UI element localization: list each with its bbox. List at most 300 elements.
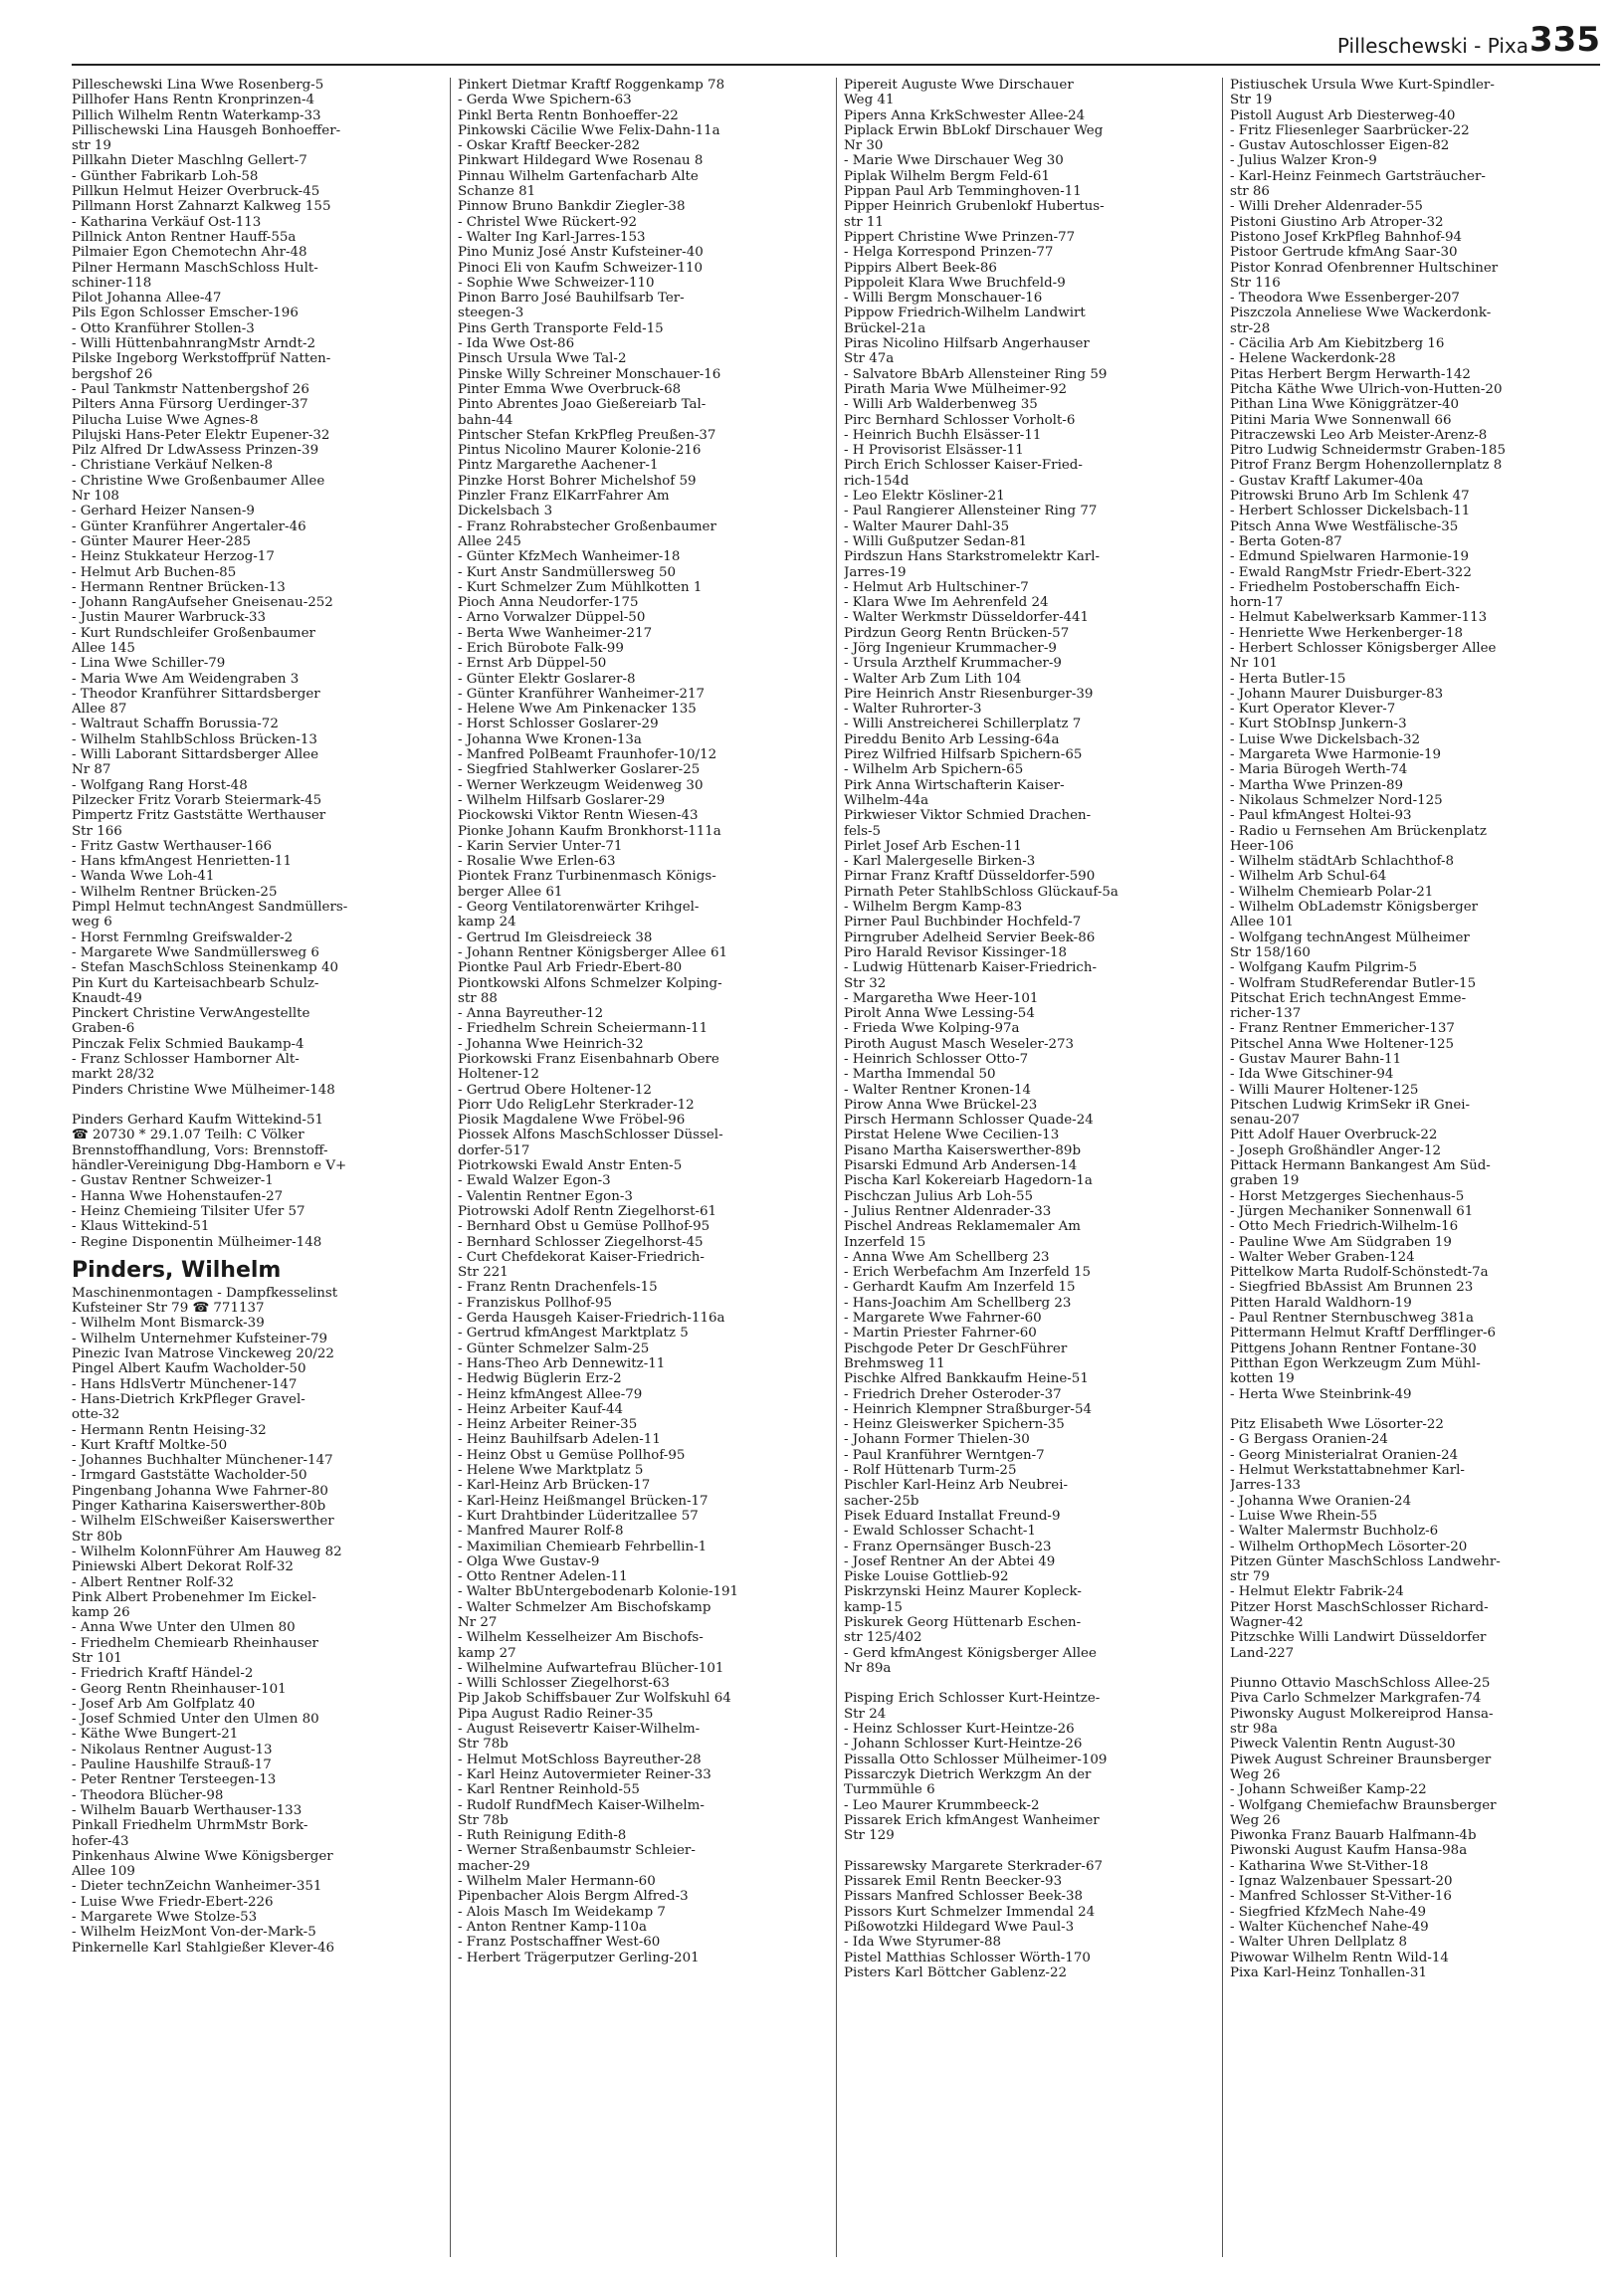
directory-entry: - Franz Rohrabstecher Großenbaumer bbox=[458, 518, 716, 534]
directory-entry: - Walter Rentner Kronen-14 bbox=[844, 1082, 1032, 1098]
directory-entry: Pithan Lina Wwe Königgrätzer-40 bbox=[1230, 397, 1460, 413]
directory-entry: Pipers Anna KrkSchwester Allee-24 bbox=[844, 107, 1086, 123]
directory-entry: Brennstoffhandlung, Vors: Brennstoff- bbox=[72, 1142, 328, 1158]
directory-entry: Pils Egon Schlosser Emscher-196 bbox=[72, 306, 299, 321]
directory-entry: - H Provisorist Elsässer-11 bbox=[844, 443, 1024, 459]
directory-entry: - Edmund Spielwaren Harmonie-19 bbox=[1230, 549, 1470, 565]
directory-entry: - Karl-Heinz Heißmangel Brücken-17 bbox=[458, 1493, 709, 1509]
directory-entry: - Martha Wwe Prinzen-89 bbox=[1230, 777, 1404, 793]
directory-entry: horn-17 bbox=[1230, 595, 1284, 611]
directory-entry: - Gertrud Obere Holtener-12 bbox=[458, 1082, 652, 1098]
directory-entry: Pitraczewski Leo Arb Meister-Arenz-8 bbox=[1230, 427, 1488, 443]
directory-entry: - Walter BbUntergebodenarb Kolonie-191 bbox=[458, 1584, 739, 1600]
directory-entry: - Johann Schweißer Kamp-22 bbox=[1230, 1782, 1427, 1798]
directory-entry: Dickelsbach 3 bbox=[458, 504, 553, 519]
directory-entry: Piossek Alfons MaschSchlosser Düssel- bbox=[458, 1128, 723, 1143]
directory-entry: - Gertrud Im Gleisdreieck 38 bbox=[458, 930, 653, 945]
directory-entry: Pinger Katharina Kaiserswerther-80b bbox=[72, 1499, 326, 1515]
directory-entry: Pippoleit Klara Wwe Bruchfeld-9 bbox=[844, 275, 1066, 291]
directory-entry: Piro Harald Revisor Kissinger-18 bbox=[844, 944, 1068, 960]
directory-entry: Str 101 bbox=[72, 1650, 122, 1666]
directory-entry: - Gustav Kraftf Lakumer-40a bbox=[1230, 473, 1424, 489]
directory-entry: - Wolfgang technAngest Mülheimer bbox=[1230, 930, 1470, 945]
directory-entry: - Ignaz Walzenbauer Spessart-20 bbox=[1230, 1874, 1453, 1890]
directory-entry: berger Allee 61 bbox=[458, 884, 563, 900]
directory-entry: - Günter Kranführer Angertaler-46 bbox=[72, 518, 306, 534]
directory-entry: - Friedhelm Schrein Scheiermann-11 bbox=[458, 1021, 709, 1037]
directory-entry: - Frieda Wwe Kolping-97a bbox=[844, 1021, 1020, 1037]
directory-entry: - Georg Ministerialrat Oranien-24 bbox=[1230, 1447, 1459, 1463]
directory-entry: Pischczan Julius Arb Loh-55 bbox=[844, 1188, 1034, 1204]
directory-entry: Pirkwieser Viktor Schmied Drachen- bbox=[844, 808, 1092, 824]
directory-entry: Holtener-12 bbox=[458, 1067, 539, 1083]
directory-entry: - Josef Rentner An der Abtei 49 bbox=[844, 1553, 1056, 1569]
directory-entry: - Heinz kfmAngest Allee-79 bbox=[458, 1386, 643, 1402]
directory-entry: - Käthe Wwe Bungert-21 bbox=[72, 1727, 239, 1743]
directory-entry: Pitzen Günter MaschSchloss Landwehr- bbox=[1230, 1553, 1501, 1569]
directory-entry: str 19 bbox=[72, 138, 111, 154]
directory-entry: Pirch Erich Schlosser Kaiser-Fried- bbox=[844, 458, 1083, 474]
directory-entry: Jarres-133 bbox=[1230, 1478, 1302, 1494]
directory-entry: Piosik Magdalene Wwe Fröbel-96 bbox=[458, 1113, 686, 1129]
directory-entry: - Theodor Kranführer Sittardsberger bbox=[72, 686, 320, 702]
directory-entry: Piontkowski Alfons Schmelzer Kolping- bbox=[458, 975, 722, 991]
directory-entry: - Paul Rangierer Allensteiner Ring 77 bbox=[844, 504, 1098, 519]
directory-entry: - Anna Wwe Unter den Ulmen 80 bbox=[72, 1620, 296, 1636]
directory-entry: Pinczak Felix Schmied Baukamp-4 bbox=[72, 1036, 304, 1052]
directory-entry: steegen-3 bbox=[458, 306, 524, 321]
directory-entry: - Ida Wwe Gitschiner-94 bbox=[1230, 1067, 1394, 1083]
directory-entry: Pilters Anna Fürsorg Uerdinger-37 bbox=[72, 397, 308, 413]
directory-entry: - Franz Rentn Drachenfels-15 bbox=[458, 1280, 658, 1296]
directory-entry: - Helmut Kabelwerksarb Kammer-113 bbox=[1230, 610, 1488, 626]
directory-entry: Pirdszun Hans Starkstromelektr Karl- bbox=[844, 549, 1101, 565]
directory-entry: Pippow Friedrich-Wilhelm Landwirt bbox=[844, 306, 1086, 321]
directory-entry: - Willi Laborant Sittardsberger Allee bbox=[72, 747, 319, 763]
directory-entry: Pioch Anna Neudorfer-175 bbox=[458, 595, 639, 611]
directory-entry: Pinske Willy Schreiner Monschauer-16 bbox=[458, 366, 721, 382]
directory-entry: - Hanna Wwe Hohenstaufen-27 bbox=[72, 1188, 284, 1204]
directory-entry: - Helmut Werkstattabnehmer Karl- bbox=[1230, 1463, 1465, 1479]
directory-entry: - Marie Wwe Dirschauer Weg 30 bbox=[844, 153, 1064, 169]
directory-entry: - Johannes Buchhalter Münchener-147 bbox=[72, 1453, 333, 1469]
directory-entry: - Horst Fernmlng Greifswalder-2 bbox=[72, 930, 294, 945]
directory-entry: kotten 19 bbox=[1230, 1371, 1295, 1387]
directory-entry: - Johanna Wwe Oranien-24 bbox=[1230, 1493, 1412, 1509]
directory-entry: - Hans-Theo Arb Dennewitz-11 bbox=[458, 1355, 666, 1371]
directory-entry: - Walter Maurer Dahl-35 bbox=[844, 518, 1010, 534]
directory-entry: Pillmann Horst Zahnarzt Kalkweg 155 bbox=[72, 199, 331, 215]
directory-entry: Nr 87 bbox=[72, 762, 111, 778]
directory-entry: Pisek Eduard Installat Freund-9 bbox=[844, 1508, 1061, 1524]
directory-entry: Str 158/160 bbox=[1230, 944, 1311, 960]
directory-entry: - Josef Schmied Unter den Ulmen 80 bbox=[72, 1712, 319, 1728]
directory-entry: Piunno Ottavio MaschSchloss Allee-25 bbox=[1230, 1676, 1491, 1692]
directory-entry: Heer-106 bbox=[1230, 838, 1295, 854]
directory-entry: Pinzler Franz ElKarrFahrer Am bbox=[458, 489, 670, 505]
directory-entry: - Wilhelm ObLademstr Königsberger bbox=[1230, 900, 1479, 916]
directory-entry: - Gustav Rentner Schweizer-1 bbox=[72, 1173, 274, 1189]
directory-entry: - Werner Straßenbaumstr Schleier- bbox=[458, 1843, 696, 1859]
directory-entry: - Wilhelm Chemiearb Polar-21 bbox=[1230, 884, 1434, 900]
directory-entry: - Manfred Schlosser St-Vither-16 bbox=[1230, 1889, 1452, 1905]
directory-entry: Pittelkow Marta Rudolf-Schönstedt-7a bbox=[1230, 1265, 1489, 1281]
directory-entry: - Walter Küchenchef Nahe-49 bbox=[1230, 1919, 1429, 1935]
directory-entry: Pillhofer Hans Rentn Kronprinzen-4 bbox=[72, 93, 315, 108]
directory-entry: - G Bergass Oranien-24 bbox=[1230, 1432, 1388, 1448]
directory-entry: Piwonka Franz Bauarb Halfmann-4b bbox=[1230, 1828, 1477, 1844]
directory-entry: - Willi HüttenbahnrangMstr Arndt-2 bbox=[72, 336, 316, 352]
directory-entry: - Wilhelm Bauarb Werthauser-133 bbox=[72, 1802, 303, 1818]
directory-entry: Piplak Wilhelm Bergm Feld-61 bbox=[844, 168, 1050, 184]
directory-entry: Pip Jakob Schiffsbauer Zur Wolfskuhl 64 bbox=[458, 1691, 731, 1707]
directory-entry: Allee 245 bbox=[458, 533, 521, 549]
directory-entry: - Wilhelm ElSchweißer Kaiserswerther bbox=[72, 1514, 334, 1530]
directory-entry: Pirngruber Adelheid Servier Beek-86 bbox=[844, 930, 1096, 945]
directory-entry: - Johann Former Thielen-30 bbox=[844, 1432, 1030, 1448]
directory-entry: Pitschat Erich technAngest Emme- bbox=[1230, 990, 1467, 1006]
directory-entry: - Valentin Rentner Egon-3 bbox=[458, 1188, 633, 1204]
directory-entry: Pissalla Otto Schlosser Mülheimer-109 bbox=[844, 1752, 1108, 1767]
directory-entry: kamp 26 bbox=[72, 1605, 130, 1621]
directory-entry: - Gustav Autoschlosser Eigen-82 bbox=[1230, 138, 1450, 154]
directory-entry: - Paul Rentner Sternbuschweg 381a bbox=[1230, 1311, 1475, 1327]
directory-entry: Pirlet Josef Arb Eschen-11 bbox=[844, 838, 1022, 854]
directory-entry: - Heinz Schlosser Kurt-Heintze-26 bbox=[844, 1722, 1075, 1738]
directory-entry: - Friedrich Dreher Osteroder-37 bbox=[844, 1386, 1062, 1402]
directory-entry: Piwowar Wilhelm Rentn Wild-14 bbox=[1230, 1950, 1449, 1965]
directory-entry: - Heinrich Schlosser Otto-7 bbox=[844, 1052, 1029, 1067]
directory-entry: Str 80b bbox=[72, 1529, 122, 1545]
directory-entry: - Erich Werbefachm Am Inzerfeld 15 bbox=[844, 1265, 1092, 1281]
directory-entry: Pin Kurt du Karteisachbearb Schulz- bbox=[72, 975, 319, 991]
directory-entry: Pitzschke Willi Landwirt Düsseldorfer bbox=[1230, 1630, 1487, 1646]
directory-entry: richer-137 bbox=[1230, 1006, 1302, 1022]
directory-entry: - Gerd kfmAngest Königsberger Allee bbox=[844, 1645, 1097, 1661]
directory-entry: Knaudt-49 bbox=[72, 990, 142, 1006]
directory-entry: - Wilhelm Kesselheizer Am Bischofs- bbox=[458, 1630, 704, 1646]
directory-entry: - Wilhelmine Aufwartefrau Blücher-101 bbox=[458, 1660, 724, 1676]
directory-entry: Schanze 81 bbox=[458, 184, 536, 200]
directory-entry: Piskurek Georg Hüttenarb Eschen- bbox=[844, 1614, 1082, 1630]
directory-entry: Pipenbacher Alois Bergm Alfred-3 bbox=[458, 1889, 689, 1905]
directory-entry: - Franziskus Pollhof-95 bbox=[458, 1295, 612, 1311]
directory-entry: - Margarete Wwe Fahrner-60 bbox=[844, 1311, 1042, 1327]
directory-entry: - Franz Postschaffner West-60 bbox=[458, 1935, 661, 1951]
directory-entry: - Karl-Heinz Feinmech Gartsträucher- bbox=[1230, 168, 1486, 184]
directory-entry: - Willi Anstreicherei Schillerplatz 7 bbox=[844, 717, 1082, 732]
directory-entry: - Jörg Ingenieur Krummacher-9 bbox=[844, 640, 1057, 656]
directory-entry: - Ewald RangMstr Friedr-Ebert-322 bbox=[1230, 564, 1472, 580]
directory-entry: Pitten Harald Waldhorn-19 bbox=[1230, 1295, 1412, 1311]
directory-entry: - Ruth Reinigung Edith-8 bbox=[458, 1828, 627, 1844]
page-header bbox=[72, 20, 1600, 66]
directory-entry: - Wilhelm Mont Bismarck-39 bbox=[72, 1316, 265, 1332]
directory-entry: Pillich Wilhelm Rentn Waterkamp-33 bbox=[72, 107, 321, 123]
directory-entry: - Theodora Wwe Essenberger-207 bbox=[1230, 291, 1460, 307]
directory-entry: Brückel-21a bbox=[844, 320, 926, 336]
directory-entry: - Anton Rentner Kamp-110a bbox=[458, 1919, 647, 1935]
directory-entry: Allee 145 bbox=[72, 640, 135, 656]
directory-entry: - Willi Arb Walderbenweg 35 bbox=[844, 397, 1038, 413]
directory-entry: - Christine Wwe Großenbaumer Allee bbox=[72, 473, 325, 489]
directory-entry: Pirez Wilfried Hilfsarb Spichern-65 bbox=[844, 747, 1083, 763]
directory-entry: - Anna Bayreuther-12 bbox=[458, 1006, 604, 1022]
directory-entry: - Friedrich Kraftf Händel-2 bbox=[72, 1666, 254, 1682]
directory-entry: - Walter Ing Karl-Jarres-153 bbox=[458, 229, 646, 245]
directory-entry: Pisarski Edmund Arb Andersen-14 bbox=[844, 1158, 1078, 1174]
directory-entry: - Sophie Wwe Schweizer-110 bbox=[458, 275, 655, 291]
directory-entry: - Manfred Maurer Rolf-8 bbox=[458, 1524, 624, 1540]
directory-entry: - Wilhelm Unternehmer Kufsteiner-79 bbox=[72, 1331, 327, 1346]
directory-entry: Pilot Johanna Allee-47 bbox=[72, 291, 222, 307]
directory-entry: - Franz Opernsänger Busch-23 bbox=[844, 1539, 1052, 1554]
directory-entry: Pingel Albert Kaufm Wacholder-50 bbox=[72, 1361, 306, 1377]
directory-entry: Str 47a bbox=[844, 351, 895, 367]
directory-entry: - Pauline Haushilfe Strauß-17 bbox=[72, 1757, 272, 1773]
directory-entry: - Heinz Gleiswerker Spichern-35 bbox=[844, 1417, 1065, 1433]
directory-entry: Brehmsweg 11 bbox=[844, 1355, 945, 1371]
directory-entry: Allee 87 bbox=[72, 702, 127, 718]
directory-entry: kamp 24 bbox=[458, 915, 516, 930]
directory-entry: - Georg Ventilatorenwärter Krihgel- bbox=[458, 900, 700, 916]
directory-entry: Pinzke Horst Bohrer Michelshof 59 bbox=[458, 473, 697, 489]
directory-entry: - Herta Wwe Steinbrink-49 bbox=[1230, 1386, 1412, 1402]
directory-entry: Piras Nicolino Hilfsarb Angerhauser bbox=[844, 336, 1090, 352]
directory-entry: Pischa Karl Kokereiarb Hagedorn-1a bbox=[844, 1173, 1093, 1189]
column-divider bbox=[836, 78, 837, 2257]
directory-entry: - Helmut MotSchloss Bayreuther-28 bbox=[458, 1752, 702, 1767]
directory-entry: - Maria Bürogeh Werth-74 bbox=[1230, 762, 1408, 778]
directory-entry: Pitrof Franz Bergm Hohenzollernplatz 8 bbox=[1230, 458, 1503, 474]
directory-entry: Piske Louise Gottlieb-92 bbox=[844, 1569, 1009, 1585]
directory-entry: - Pauline Wwe Am Südgraben 19 bbox=[1230, 1234, 1452, 1250]
directory-entry: Pissors Kurt Schmelzer Immendal 24 bbox=[844, 1904, 1096, 1920]
directory-entry: - Ernst Arb Düppel-50 bbox=[458, 656, 607, 672]
directory-entry: - Kurt Operator Klever-7 bbox=[1230, 702, 1396, 718]
directory-entry: fels-5 bbox=[844, 823, 882, 839]
directory-entry: Pilzecker Fritz Vorarb Steiermark-45 bbox=[72, 792, 322, 808]
directory-entry: - Olga Wwe Gustav-9 bbox=[458, 1553, 600, 1569]
directory-entry: Nr 101 bbox=[1230, 656, 1278, 672]
directory-entry: - Wolfram StudReferendar Butler-15 bbox=[1230, 975, 1477, 991]
directory-entry: - Heinz Bauhilfsarb Adelen-11 bbox=[458, 1432, 661, 1448]
directory-entry: Turmmühle 6 bbox=[844, 1782, 935, 1798]
directory-entry: - Willi Maurer Holtener-125 bbox=[1230, 1082, 1419, 1098]
directory-entry: - Oskar Kraftf Beecker-282 bbox=[458, 138, 641, 154]
directory-entry: Pistel Matthias Schlosser Wörth-170 bbox=[844, 1950, 1091, 1965]
directory-entry: Weg 41 bbox=[844, 93, 895, 108]
directory-entry: Pintus Nicolino Maurer Kolonie-216 bbox=[458, 443, 702, 459]
directory-entry: - Hermann Rentn Heising-32 bbox=[72, 1422, 267, 1438]
directory-entry: - Heinz Arbeiter Reiner-35 bbox=[458, 1417, 638, 1433]
directory-entry: - Werner Werkzeugm Weidenweg 30 bbox=[458, 777, 704, 793]
directory-entry: hofer-43 bbox=[72, 1833, 129, 1849]
directory-entry: Pippirs Albert Beek-86 bbox=[844, 260, 997, 276]
directory-entry: händler-Vereinigung Dbg-Hamborn e V+ bbox=[72, 1158, 347, 1174]
directory-entry: - Manfred PolBeamt Fraunhofer-10/12 bbox=[458, 747, 717, 763]
directory-entry: Nr 108 bbox=[72, 489, 119, 505]
directory-entry: kamp-15 bbox=[844, 1599, 903, 1615]
directory-entry: Pimpl Helmut technAngest Sandmüllers- bbox=[72, 900, 348, 916]
directory-entry: Piotrowski Adolf Rentn Ziegelhorst-61 bbox=[458, 1203, 717, 1219]
directory-entry: Pirstat Helene Wwe Cecilien-13 bbox=[844, 1128, 1060, 1143]
directory-entry: Piontek Franz Turbinenmasch Königs- bbox=[458, 869, 716, 885]
directory-entry: - Salvatore BbArb Allensteiner Ring 59 bbox=[844, 366, 1108, 382]
directory-entry: - Wilhelm Maler Hermann-60 bbox=[458, 1874, 656, 1890]
directory-entry: - Heinz Chemieing Tilsiter Ufer 57 bbox=[72, 1203, 305, 1219]
directory-entry: - Jürgen Mechaniker Sonnenwall 61 bbox=[1230, 1203, 1474, 1219]
column-divider bbox=[450, 78, 451, 2257]
directory-entry: str 11 bbox=[844, 214, 884, 230]
directory-entry: Nr 27 bbox=[458, 1614, 498, 1630]
directory-entry: markt 28/32 bbox=[72, 1067, 155, 1083]
directory-entry: - Herbert Schlosser Königsberger Allee bbox=[1230, 640, 1497, 656]
directory-entry: Pitt Adolf Hauer Overbruck-22 bbox=[1230, 1128, 1438, 1143]
directory-entry: - Helene Wwe Marktplatz 5 bbox=[458, 1463, 644, 1479]
directory-entry: Pillkun Helmut Heizer Overbruck-45 bbox=[72, 184, 320, 200]
directory-entry: Piontke Paul Arb Friedr-Ebert-80 bbox=[458, 960, 683, 976]
column-1 bbox=[72, 78, 438, 2257]
directory-entry: - Wolfgang Rang Horst-48 bbox=[72, 777, 248, 793]
directory-entry: - Hermann Rentner Brücken-13 bbox=[72, 579, 286, 595]
directory-entry: - Katharina Verkäuf Ost-113 bbox=[72, 214, 262, 230]
directory-entry: Pitthan Egon Werkzeugm Zum Mühl- bbox=[1230, 1355, 1481, 1371]
directory-entry: - Luise Wwe Friedr-Ebert-226 bbox=[72, 1894, 274, 1910]
column-4 bbox=[1230, 78, 1596, 2257]
directory-entry: Pilner Hermann MaschSchloss Hult- bbox=[72, 260, 318, 276]
directory-entry: - Walter Schmelzer Am Bischofskamp bbox=[458, 1599, 711, 1615]
directory-entry: - Günter Maurer Heer-285 bbox=[72, 533, 252, 549]
directory-entry: - Siegfried KfzMech Nahe-49 bbox=[1230, 1904, 1426, 1920]
directory-entry: - Erich Bürobote Falk-99 bbox=[458, 640, 624, 656]
directory-entry: - Stefan MaschSchloss Steinenkamp 40 bbox=[72, 960, 339, 976]
directory-entry: - Ida Wwe Styrumer-88 bbox=[844, 1935, 1002, 1951]
directory-entry: Allee 101 bbox=[1230, 915, 1294, 930]
directory-entry: - Paul kfmAngest Holtei-93 bbox=[1230, 808, 1412, 824]
directory-entry: - Karl Rentner Reinhold-55 bbox=[458, 1782, 640, 1798]
directory-entry: - Anna Wwe Am Schellberg 23 bbox=[844, 1249, 1050, 1265]
directory-entry: Pinoci Eli von Kaufm Schweizer-110 bbox=[458, 260, 704, 276]
directory-entry: - Johann Rentner Königsberger Allee 61 bbox=[458, 944, 728, 960]
directory-entry: - Ursula Arzthelf Krummacher-9 bbox=[844, 656, 1062, 672]
directory-entry: Weg 26 bbox=[1230, 1812, 1281, 1828]
directory-entry: Weg 26 bbox=[1230, 1766, 1281, 1782]
directory-entry: - Leo Maurer Krummbeeck-2 bbox=[844, 1797, 1040, 1813]
directory-entry: - Johanna Wwe Heinrich-32 bbox=[458, 1036, 644, 1052]
directory-entry: Pinders Gerhard Kaufm Wittekind-51 bbox=[72, 1113, 323, 1129]
directory-entry: - Horst Metzgerges Siechenhaus-5 bbox=[1230, 1188, 1465, 1204]
directory-entry: - Karl-Heinz Arb Brücken-17 bbox=[458, 1478, 651, 1494]
directory-entry: Pillnick Anton Rentner Hauff-55a bbox=[72, 229, 297, 245]
directory-entry: Piotrkowski Ewald Anstr Enten-5 bbox=[458, 1158, 683, 1174]
directory-entry: Pisano Martha Kaiserswerther-89b bbox=[844, 1142, 1082, 1158]
directory-entry: - Gerhard Heizer Nansen-9 bbox=[72, 504, 255, 519]
directory-entry: otte-32 bbox=[72, 1407, 120, 1423]
directory-entry: str 86 bbox=[1230, 184, 1270, 200]
directory-entry: Pinkenhaus Alwine Wwe Königsberger bbox=[72, 1848, 333, 1864]
directory-entry: - Ludwig Hüttenarb Kaiser-Friedrich- bbox=[844, 960, 1098, 976]
directory-entry: - Helene Wwe Am Pinkenacker 135 bbox=[458, 702, 697, 718]
directory-entry: Pinders, Wilhelm bbox=[72, 1257, 282, 1283]
directory-entry: - Wilhelm städtArb Schlachthof-8 bbox=[1230, 854, 1455, 870]
directory-entry: Pintz Margarethe Aachener-1 bbox=[458, 458, 659, 474]
directory-entry: Pinter Emma Wwe Overbruck-68 bbox=[458, 381, 682, 397]
directory-entry: Piplack Erwin BbLokf Dirschauer Weg bbox=[844, 122, 1104, 138]
directory-entry: Pissarewsky Margarete Sterkrader-67 bbox=[844, 1858, 1103, 1874]
directory-entry: Nr 89a bbox=[844, 1660, 892, 1676]
directory-entry: - Otto Kranführer Stollen-3 bbox=[72, 320, 255, 336]
directory-entry: - Paul Kranführer Werntgen-7 bbox=[844, 1447, 1045, 1463]
directory-entry: - Bernhard Schlosser Ziegelhorst-45 bbox=[458, 1234, 704, 1250]
directory-entry: - Leo Elektr Kösliner-21 bbox=[844, 489, 1005, 505]
directory-entry: - Friedhelm Chemiearb Rheinhauser bbox=[72, 1635, 318, 1651]
directory-entry: - Peter Rentner Tersteegen-13 bbox=[72, 1772, 277, 1788]
directory-entry: - Herbert Schlosser Dickelsbach-11 bbox=[1230, 504, 1471, 519]
directory-entry: Str 221 bbox=[458, 1265, 508, 1281]
directory-entry: - Wilhelm Hilfsarb Goslarer-29 bbox=[458, 792, 666, 808]
directory-entry: Wagner-42 bbox=[1230, 1614, 1304, 1630]
directory-entry: Pipa August Radio Reiner-35 bbox=[458, 1706, 654, 1722]
directory-entry: Piorr Udo ReligLehr Sterkrader-12 bbox=[458, 1097, 695, 1113]
directory-entry: - Helga Korrespond Prinzen-77 bbox=[844, 245, 1054, 261]
page-number: 335 bbox=[1529, 20, 1600, 60]
directory-entry: - Margarete Wwe Sandmüllersweg 6 bbox=[72, 944, 319, 960]
directory-entry: - Kurt StObInsp Junkern-3 bbox=[1230, 717, 1407, 732]
directory-entry: - Willi Schlosser Ziegelhorst-63 bbox=[458, 1676, 670, 1692]
directory-entry: - Wilhelm Arb Spichern-65 bbox=[844, 762, 1024, 778]
directory-entry: Pirolt Anna Wwe Lessing-54 bbox=[844, 1006, 1035, 1022]
directory-entry: - Otto Mech Friedrich-Wilhelm-16 bbox=[1230, 1219, 1459, 1235]
directory-entry: - Günter Elektr Goslarer-8 bbox=[458, 671, 636, 687]
column-3 bbox=[844, 78, 1210, 2257]
directory-entry: - Günter Kranführer Wanheimer-217 bbox=[458, 686, 706, 702]
directory-entry: Allee 109 bbox=[72, 1864, 135, 1880]
directory-entry: - Wanda Wwe Loh-41 bbox=[72, 869, 215, 885]
directory-entry: - Nikolaus Rentner August-13 bbox=[72, 1742, 273, 1757]
directory-entry: Piva Carlo Schmelzer Markgrafen-74 bbox=[1230, 1691, 1482, 1707]
directory-entry: Str 32 bbox=[844, 975, 887, 991]
directory-entry: Pinkwart Hildegard Wwe Rosenau 8 bbox=[458, 153, 704, 169]
directory-entry: - Radio u Fernsehen Am Brückenplatz bbox=[1230, 823, 1487, 839]
directory-entry: Pireddu Benito Arb Lessing-64a bbox=[844, 731, 1060, 747]
directory-entry: - Kurt Schmelzer Zum Mühlkotten 1 bbox=[458, 579, 703, 595]
directory-entry bbox=[1230, 1402, 1596, 1417]
directory-entry: - Margareta Wwe Harmonie-19 bbox=[1230, 747, 1442, 763]
directory-entry: Wilhelm-44a bbox=[844, 792, 929, 808]
directory-entry: - Berta Wwe Wanheimer-217 bbox=[458, 625, 653, 641]
directory-entry: Pire Heinrich Anstr Riesenburger-39 bbox=[844, 686, 1094, 702]
directory-entry: - Christel Wwe Rückert-92 bbox=[458, 214, 638, 230]
directory-entry: - Margaretha Wwe Heer-101 bbox=[844, 990, 1039, 1006]
directory-entry: Pimpertz Fritz Gaststätte Werthauser bbox=[72, 808, 326, 824]
directory-entry: Pinders Christine Wwe Mülheimer-148 bbox=[72, 1082, 335, 1098]
directory-entry: Pitas Herbert Bergm Herwarth-142 bbox=[1230, 366, 1471, 382]
directory-entry: Str 116 bbox=[1230, 275, 1281, 291]
directory-entry: - Wilhelm Rentner Brücken-25 bbox=[72, 884, 278, 900]
directory-entry: Pinezic Ivan Matrose Vinckeweg 20/22 bbox=[72, 1346, 334, 1362]
directory-entry: Str 24 bbox=[844, 1706, 887, 1722]
directory-entry: - Wilhelm OrthopMech Lösorter-20 bbox=[1230, 1539, 1468, 1554]
directory-entry: Inzerfeld 15 bbox=[844, 1234, 926, 1250]
directory-entry: - Heinz Stukkateur Herzog-17 bbox=[72, 549, 275, 565]
directory-entry: - Theodora Blücher-98 bbox=[72, 1787, 224, 1803]
directory-entry: Pitro Ludwig Schneidermstr Graben-185 bbox=[1230, 443, 1506, 459]
directory-entry: - Walter Uhren Dellplatz 8 bbox=[1230, 1935, 1408, 1951]
directory-entry: Pissarek Emil Rentn Beecker-93 bbox=[844, 1874, 1063, 1890]
directory-entry: Pirdzun Georg Rentn Brücken-57 bbox=[844, 625, 1070, 641]
directory-entry: - Willi Bergm Monschauer-16 bbox=[844, 291, 1043, 307]
